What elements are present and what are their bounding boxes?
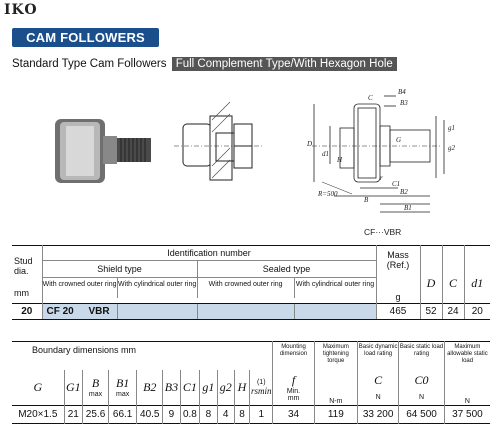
id-part2: VBR [88,306,110,317]
b2-col-header: B2 [137,370,163,406]
label-g: G [396,136,402,144]
f-unit: mm [287,394,300,402]
mounting-drawing [174,102,262,180]
label-h: H [337,156,343,164]
b1-col-header [109,370,137,406]
stud-value: 20 [12,304,42,320]
c-value: 33 200 [358,406,399,424]
product-drawings [0,78,500,228]
c0-unit: N [419,394,425,402]
g1-value: 21 [64,406,82,424]
cam-follower-photo [55,119,151,183]
g2-value: 4 [217,406,234,424]
max-static-value: 37 500 [444,406,490,424]
d-value: 52 [420,304,442,320]
c-header: C [442,246,464,304]
mass-unit: g [395,292,401,302]
c0-col-header [399,370,445,406]
mounting-header: Mounting dimension [273,342,314,370]
d-header: D [420,246,442,304]
c-col-header [358,370,399,406]
label-g2: g2 [448,144,455,152]
rsmin-col-header [250,370,273,406]
shield-crowned-header: With crowned outer ring [42,281,117,288]
label-b3: B3 [400,99,408,107]
b-col-header [83,370,109,406]
b-col-max: max [88,391,103,399]
identification-table [12,245,490,320]
boundary-header: Boundary dimensions mm [32,345,137,355]
stud-dia-header: Stud dia. [14,256,33,276]
sealed-crowned-cell [197,304,294,320]
c-value: 24 [442,304,464,320]
sealed-cylindrical-header: With cylindrical outer ring [294,278,376,298]
c0-symbol: C0 [414,373,429,388]
shield-cylindrical-header: With cylindrical outer ring [117,278,197,298]
d1-value: 20 [464,304,490,320]
b-col-symbol: B [91,376,100,391]
mass-value: 465 [376,304,420,320]
b1-col-max: max [116,391,130,399]
c0-value: 64 500 [399,406,445,424]
identification-cell [42,304,117,320]
rsmin-value: 1 [250,406,273,424]
torque-value: 119 [314,406,357,424]
b1-col-symbol: B1 [115,376,130,391]
label-g1: g1 [448,124,455,132]
label-r500: R=500 [318,190,338,198]
label-b: B [364,196,369,204]
g-value: M20×1.5 [18,409,58,420]
label-d1: d1 [322,150,329,158]
c-unit: N [375,394,381,402]
label-d: D [307,140,313,148]
f-symbol: f [291,372,296,387]
b3-col-header: B3 [163,370,180,406]
b1-value: 66.1 [109,406,137,424]
sealed-crowned-header: With crowned outer ring [197,278,294,298]
mass-header: Mass (Ref.) [386,250,410,270]
h-value: 8 [234,406,249,424]
label-c1: C1 [392,180,401,188]
b-value: 25.6 [83,406,109,424]
dynamic-load-header: Basic dynamic load rating [358,342,399,370]
g1-col-header: G1 [64,370,82,406]
drawing-caption: CF···VBR [364,227,402,237]
label-b2: B2 [400,188,408,196]
d1-header: d1 [464,246,490,304]
shield-type-header: Shield type [97,264,142,274]
g2-col-header: g2 [217,370,234,406]
brand-logo: IKO [4,2,38,18]
identification-header: Identification number [43,246,376,261]
dimension-labels [306,88,456,212]
section-banner: CAM FOLLOWERS [12,28,159,47]
shield-cylindrical-cell [117,304,197,320]
subtitle-tag: Full Complement Type/With Hexagon Hole [172,57,397,71]
f-value: 34 [273,406,314,424]
subtitle-text: Standard Type Cam Followers [12,58,167,70]
h-col-header: H [234,370,249,406]
b3-value: 9 [163,406,180,424]
stud-unit: mm [14,288,29,298]
label-b1: B1 [404,204,412,212]
c-symbol: C [374,373,383,388]
max-static-unit: N [444,370,490,406]
c1-value: 0.8 [180,406,200,424]
max-static-header: Maximum allowable static load [444,342,490,370]
sealed-cylindrical-cell [294,304,376,320]
label-r: r [380,174,383,182]
id-part1: CF 20 [46,306,74,317]
torque-header: Maximum tightening torque [314,342,357,370]
f-min: Min. [286,387,301,395]
f-col-header [273,370,314,406]
g1-small-col-header: g1 [200,370,217,406]
rsmin-note: (1) [256,378,266,386]
sealed-type-header: Sealed type [197,261,376,277]
b2-value: 40.5 [137,406,163,424]
rsmin-symbol: rsmin [250,385,272,396]
boundary-table [12,341,490,424]
label-c: C [368,94,373,102]
g1-small-value: 8 [200,406,217,424]
torque-unit: N-m [314,370,357,406]
product-subtitle [12,58,397,70]
label-b4: B4 [398,88,406,96]
static-load-header: Basic static load rating [399,342,445,370]
c1-col-header: C1 [180,370,200,406]
g-col-header: G [33,379,43,394]
